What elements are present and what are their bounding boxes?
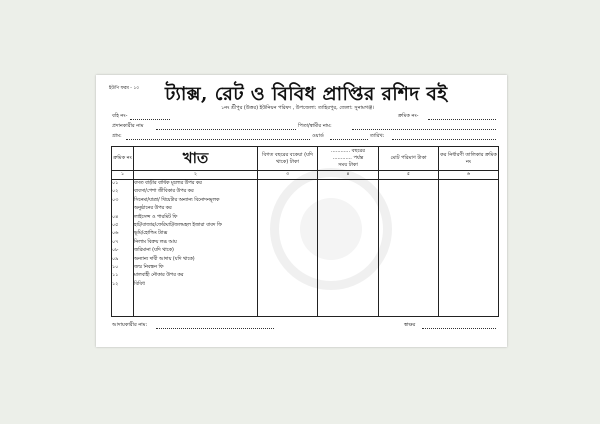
list-item: মালবাহী নৌকার উপর কর: [134, 273, 184, 279]
list-item: ভূমি/হোল্ডিং ট্যাক্স: [134, 231, 168, 237]
union-subtitle: ১নং শ্রীপুর (উত্তর) ইউনিয়ন পরিষদ , উপজেলা: তাহিরপুর, জেলা: সুনামগঞ্জ।: [221, 105, 375, 111]
signature-label: স্বাক্ষর: [404, 322, 416, 328]
list-item: জরিমানা (যদি থাকে): [134, 248, 174, 254]
list-item-serial: ০১: [112, 181, 119, 186]
ward-line: [330, 139, 368, 140]
list-item-serial: ০২: [112, 189, 119, 195]
ward-label: ওয়ার্ড: [312, 133, 324, 139]
list-item: অনুষ্ঠানের উপর কর: [134, 206, 172, 212]
header-current: [318, 147, 379, 171]
collector-label: আদায়কারীর নাম:: [112, 322, 148, 328]
list-item-serial: ১১: [112, 273, 119, 279]
list-item: সিনেমা/যাত্রা/ থিয়েটার অন্যান্য বিনোদনমূলক: [134, 197, 220, 203]
list-item-serial: ০৫: [112, 223, 119, 229]
tax-ref-column: [439, 180, 499, 317]
list-item-serial: [112, 205, 133, 213]
serial-no-label: ক্রমিক নং-: [398, 113, 419, 119]
header-current-top: ............ বছরের: [331, 148, 365, 154]
list-item-serial: ০৬: [112, 231, 119, 237]
date-label: তারিখ:: [370, 133, 385, 139]
header-current-bottom: সময় টাকা: [338, 162, 358, 168]
book-no-line: [130, 119, 170, 120]
list-item: ব্যবসা/পেশা জীবিকার উপর কর: [134, 189, 194, 195]
header-serial: ক্রমিক নং: [112, 147, 134, 171]
column-number: ১: [112, 171, 134, 180]
form-number: ইউপি ফরম - ১০: [109, 86, 140, 91]
list-item: অন্যান্য দাবী আদায় (যদি থাকে): [134, 256, 195, 262]
header-head: খাত: [134, 147, 258, 171]
date-line: [392, 139, 496, 140]
collector-line: [156, 328, 274, 329]
arrears-column: [258, 180, 318, 317]
column-number: ৪: [318, 171, 379, 180]
list-item-serial: ১০: [112, 265, 119, 271]
header-tax-ref: কর নির্ধারণী তালিকার ক্রমিক নং: [439, 147, 499, 171]
signature-line: [422, 328, 496, 329]
payer-name-label: প্রদানকারীর নাম: [112, 123, 144, 129]
serial-column: [112, 180, 134, 317]
header-current-mid: ............ পর্যন্ত: [332, 155, 364, 161]
list-item-serial: ০৩: [112, 197, 119, 203]
list-item: নিলাম বিক্রয় লব্ধ আয়: [134, 239, 177, 245]
father-husband-line: [352, 129, 496, 130]
book-no-label: বহি নং-: [112, 113, 128, 119]
serial-no-line: [428, 119, 496, 120]
list-item: জন্ম নিবন্ধন ফি: [134, 265, 164, 271]
payer-name-line: [156, 129, 296, 130]
list-item-serial: ০৮: [112, 248, 119, 254]
column-number: ৫: [379, 171, 439, 180]
list-item-serial: ০৯: [112, 256, 119, 262]
column-number: ৬: [439, 171, 499, 180]
list-item-serial: ১২: [112, 281, 119, 287]
receipt-table: [111, 146, 499, 317]
current-column: [318, 180, 379, 317]
column-number: ৩: [258, 171, 318, 180]
head-column: [134, 180, 258, 317]
father-husband-label: পিতা/স্বামীর নাম:: [298, 123, 332, 129]
list-item: বিবিধ: [134, 281, 145, 287]
list-item-serial: ০৭: [112, 239, 119, 245]
total-column: [379, 180, 439, 317]
list-item: হাট/বাজার/ফেরিঘাট/জলমহল ইজারা বাবদ ফি: [134, 223, 222, 229]
list-item: লাইসেন্স ও পারমিট ফি: [134, 214, 178, 220]
list-item: বসত বাড়ীর বার্ষিক মূল্যের উপর কর: [134, 181, 202, 186]
header-arrears: বিগত বছরের বকেয়া (যদি থাকে) টাকা: [258, 147, 318, 171]
village-label: গ্রাম:: [112, 133, 122, 139]
page-title: ট্যাক্স, রেট ও বিবিধ প্রাপ্তির রশিদ বই: [165, 83, 448, 105]
column-number: ২: [134, 171, 258, 180]
header-total: মোট পরিমাণ টাকা: [379, 147, 439, 171]
list-item-serial: ০৪: [112, 214, 119, 220]
village-line: [126, 139, 310, 140]
